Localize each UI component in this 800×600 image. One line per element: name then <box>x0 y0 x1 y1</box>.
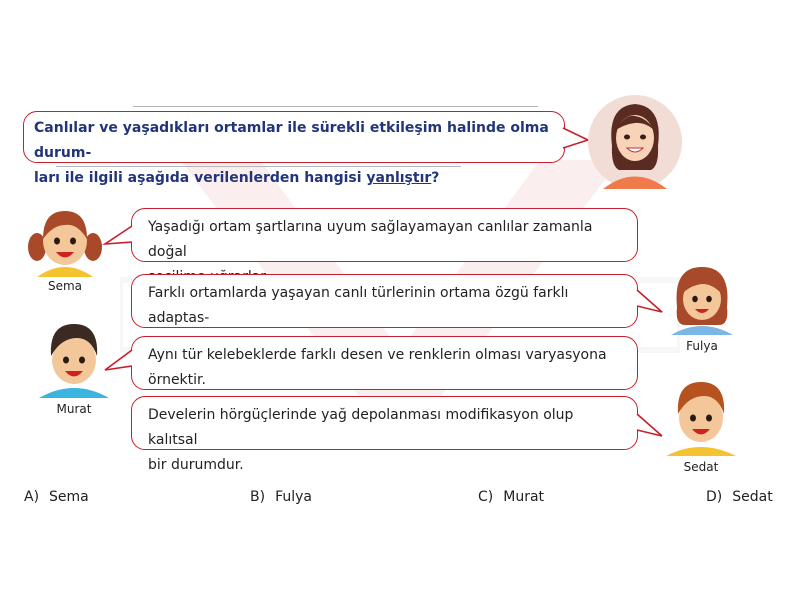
answer-options <box>24 489 784 511</box>
question-bubble <box>23 111 565 186</box>
option-b[interactable]: B) Fulya <box>250 489 312 505</box>
statement-bubble-tail <box>103 348 133 378</box>
statement-bubble-sedat: Develerin hörgüçlerinde yağ depolanması modifikasyon olup kalıtsal bir durumdur. <box>131 396 638 450</box>
teacher-avatar <box>585 94 685 190</box>
option-d[interactable]: D) Sedat <box>706 489 773 505</box>
statement-bubble-tail <box>103 224 133 254</box>
divider-top <box>133 106 538 107</box>
question-line-2: ları ile ilgili aşağıda verilenlerden hangisi yanlıştır? <box>34 170 440 186</box>
speaker-name: Murat <box>56 402 92 416</box>
option-a[interactable]: A) Sema <box>24 489 89 505</box>
statement-bubble-tail <box>636 288 666 318</box>
speaker-name: Sema <box>47 279 83 293</box>
speaker-name: Sedat <box>683 460 719 474</box>
statement-bubble-fulya: Farklı ortamlarda yaşayan canlı türlerinin ortama özgü farklı adaptas- <box>131 274 638 328</box>
option-c[interactable]: C) Murat <box>478 489 545 505</box>
fulya-avatar <box>667 259 737 337</box>
statement-bubble-sema: Yaşadığı ortam şartlarına uyum sağlayamayan canlılar zamanla doğal <box>131 208 638 262</box>
sema-avatar <box>25 199 105 279</box>
murat-avatar <box>37 316 111 400</box>
statement-bubble-murat: Aynı tür kelebeklerde farklı desen ve renklerin olması varyasyona örnektir. <box>131 336 638 390</box>
sedat-avatar <box>664 376 738 458</box>
speaker-name: Fulya <box>686 339 718 353</box>
question-underlined-word: yanlıştır <box>366 170 432 186</box>
statement-bubble-tail <box>636 412 666 442</box>
question-line-1: Canlılar ve yaşadıkları ortamlar ile sürekli etkileşim halinde olma durum- <box>34 120 549 161</box>
